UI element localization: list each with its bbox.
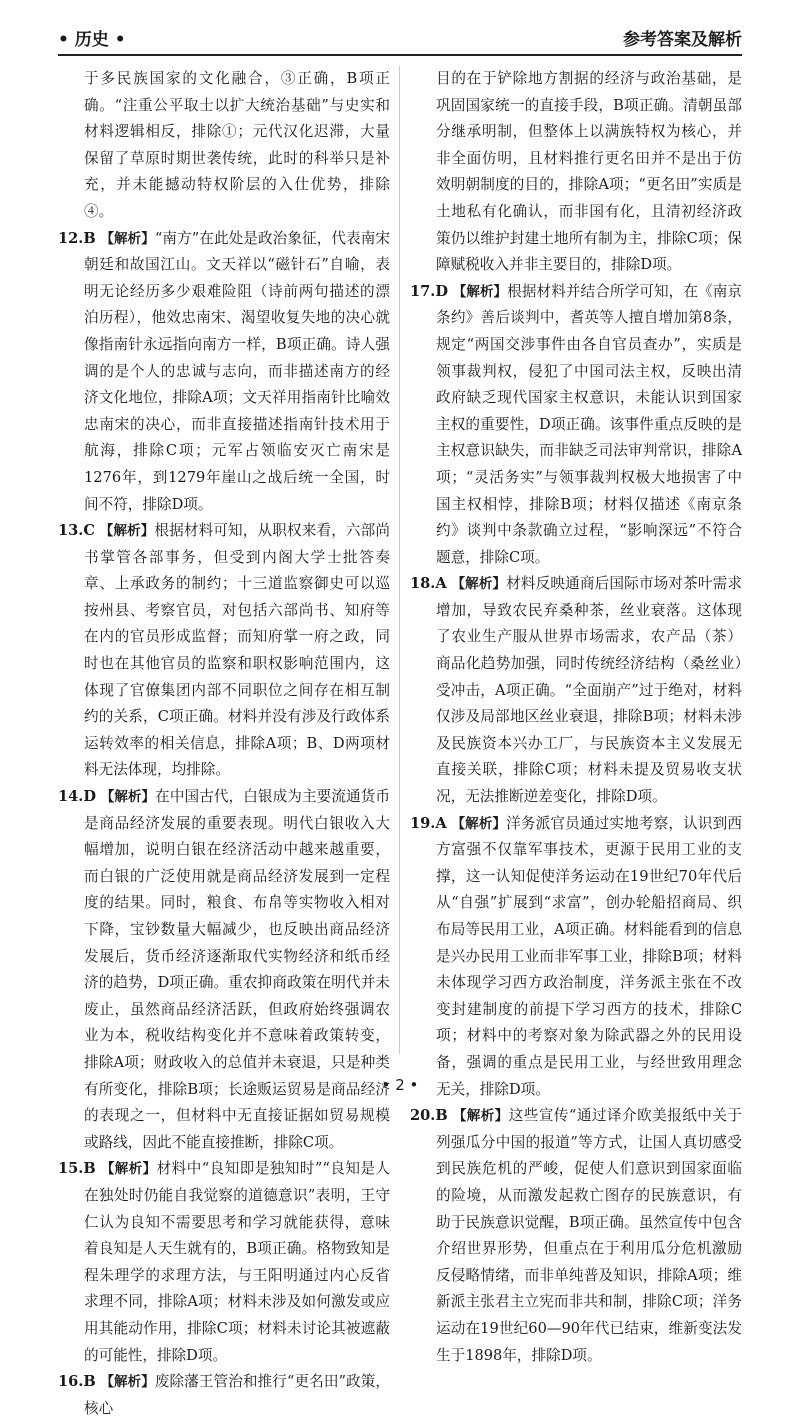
answer-item (58, 518, 390, 784)
answer-item (410, 571, 742, 810)
answer-text: 这些宣传“通过译介欧美报纸中关于列强瓜分中国的报道”等方式，让国人真切感受到民族危机的严峻，促使人们意识到国家面临的险境，从而激发起救亡图存的民族意识，有助于民族意识觉醒，B项正确。虽然宣传中包含介绍世界形势，但重点在于利用瓜分危机激励反侵略情绪，而非单纯普及知识，排除A项；维新派主张君主立宪而非共和制，排除C项；洋务运动在19世纪60—90年代已结束，维新变法发生于1898年，排除D项。 (436, 1107, 743, 1364)
answer-text: 根据材料并结合所学可知，在《南京条约》善后谈判中，耆英等人擅自增加第8条，规定“两国交涉事件由各自官员查办”，实质是领事裁判权，侵犯了中国司法主权，反映出清政府缺乏现代国家主权意识，未能认识到国家主权的重要性，D项正确。该事件重点反映的是主权意识缺失，而非缺乏司法审判常识，排除A项；“灵活务实”与领事裁判权极大地损害了中国主权相悖，排除B项；材料仅描述《南京条约》谈判中条款确立过程，“影响深远”不符合题意，排除C项。 (436, 282, 742, 566)
answer-number: 14.D (58, 788, 97, 806)
subject-label: • 历史 • (58, 30, 126, 50)
analysis-tag: 【解析】 (452, 1108, 509, 1125)
answer-text: 根据材料可知，从职权来看，六部尚书掌管各部事务，但受到内阁大学士批答奏章、上承政务的制约；十三道监察御史可以巡按州县、考察官员，对包括六部尚书、知府等在内的官员形成监督；而知府掌一府之政，同时也在其他官员的监察和职权影响范围内，这体现了官僚集团内部不同职位之间存在相互制约的关系，C项正确。材料并没有涉及行政体系运转效率的相关信息，排除A项；B、D两项材料无法体现，均排除。 (84, 522, 390, 779)
answer-item (410, 1103, 742, 1369)
answer-number: 15.B (58, 1160, 96, 1178)
analysis-tag: 【解析】 (452, 283, 508, 300)
page-header (58, 22, 742, 56)
answer-item (58, 784, 390, 1156)
answer-number: 17.D (410, 282, 449, 300)
answer-item (410, 811, 742, 1104)
answer-text: 洋务派官员通过实地考察，认识到西方富强不仅靠军事技术，更源于民用工业的支撑，这一认知促使洋务运动在19世纪70年代后从“自强”扩展到“求富”，创办轮船招商局、织布局等民用工业，A项正确。材料能看到的信息是兴办民用工业而非军事工业，排除B项；材料未体现学习西方政治制度，洋务派主张在不改变封建制度的前提下学习西方的技术，排除C项；材料中的考察对象为除武器之外的民用设备，强调的重点是民用工业，与经世致用理念无关，排除D项。 (436, 814, 742, 1098)
analysis-tag: 【解析】 (100, 230, 155, 247)
answer-text: 在中国古代，白银成为主要流通货币是商品经济发展的重要表现。明代白银收入大幅增加，说明白银在经济活动中越来越重要，而白银的广泛使用就是商品经济发展到一定程度的结果。同时，粮食、布帛等实物收入相对下降，宝钞数量大幅减少，也反映出商品经济发展后，货币经济逐渐取代实物经济和纸币经济的趋势，D项正确。重农抑商政策在明代并未废止，虽然商品经济活跃，但政府始终强调农业为本，税收结构变化并不意味着政策转变，排除A项；财政收入的总值并未衰退，只是种类有所变化，排除B项；长途贩运贸易是商品经济的表现之一，但材料中无直接证据如贸易规模或路线，因此不能直接推断，排除C项。 (84, 788, 390, 1151)
answer-number: 12.B (58, 229, 96, 247)
answer-16-continued: 目的在于铲除地方割据的经济与政治基础，是巩固国家统一的直接手段，B项正确。清朝虽部分继承明制，但整体上以满族特权为核心，并非全面仿明，且材料推行更名田并不是出于仿效明朝制度的目的，排除A项；“更名田”实质是土地私有化确认，而非国有化，且清初经济政策仍以维护封建土地所有制为主，排除C项；保障赋税收入并非主要目的，排除D项。 (436, 70, 742, 274)
right-column (410, 66, 743, 1364)
section-title: 参考答案及解析 (623, 30, 742, 50)
answer-text: “南方”在此处是政治象征，代表南宋朝廷和故国江山。文天祥以“磁针石”自喻，表明无论经历多少艰难险阻（诗前两句描述的漂泊历程），他效忠南宋、渴望收复失地的决心就像指南针永远指向南方一样，B项正确。诗人强调的是个人的忠诚与志向，而非描述南方的经济文化地位，排除A项；文天祥用指南针比喻效忠南宋的决心，而非直接描述指南针技术用于航海，排除C项；元军占领临安灭亡南宋是1276年，到1279年崖山之战后统一全国，时间不符，排除D项。 (84, 229, 390, 513)
answer-number: 18.A (410, 575, 447, 593)
analysis-tag: 【解析】 (100, 1161, 157, 1178)
answer-item (58, 226, 390, 519)
analysis-tag: 【解析】 (451, 815, 507, 832)
answer-item (410, 279, 742, 572)
answer-number: 20.B (410, 1107, 448, 1125)
answer-number: 13.C (58, 522, 96, 540)
page-number: • 2 • (381, 1076, 419, 1094)
analysis-tag: 【解析】 (100, 789, 156, 806)
answer-text: 材料中“良知即是独知时”“良知是人在独处时仍能自我觉察的道德意识”表明，王守仁认为良知不需要思考和学习就能获得，意味着良知是人天生就有的，B项正确。格物致知是程朱理学的求理方法，与王阳明通过内心反省求理不同，排除A项；材料未涉及如何激发或应用其能动作用，排除C项；材料未讨论其被遮蔽的可能性，排除D项。 (84, 1160, 391, 1364)
answer-item (58, 1369, 390, 1422)
analysis-tag: 【解析】 (451, 576, 507, 593)
answer-text: 废除藩王管治和推行“更名田”政策，核心 (84, 1373, 390, 1417)
answer-item (58, 1156, 390, 1369)
analysis-tag: 【解析】 (100, 1374, 155, 1391)
answer-number: 19.A (410, 814, 447, 832)
answer-11-continued: 于多民族国家的文化融合，③正确，B项正确。“注重公平取士以扩大统治基础”与史实和材料逻辑相反，排除①；元代汉化迟滞，大量保留了草原时期世袭传统，此时的科举只是补充，并未能撼动特权阶层的入仕优势，排除④。 (84, 70, 390, 220)
analysis-tag: 【解析】 (99, 523, 155, 540)
answer-number: 16.B (58, 1373, 96, 1391)
left-column (58, 66, 391, 1417)
answer-text: 材料反映通商后国际市场对茶叶需求增加，导致农民弃桑种茶，丝业衰落。这体现了农业生产服从世界市场需求，农产品（茶）商品化趋势加强，同时传统经济结构（桑丝业）受冲击，A项正确。“全面崩产”过于绝对，材料仅涉及局部地区丝业衰退，排除B项；材料未涉及民族资本兴办工厂，与民族资本主义发展无直接关联，排除C项；材料未提及贸易收支状况，无法推断逆差变化，排除D项。 (436, 575, 742, 806)
answer-columns (58, 66, 743, 1417)
